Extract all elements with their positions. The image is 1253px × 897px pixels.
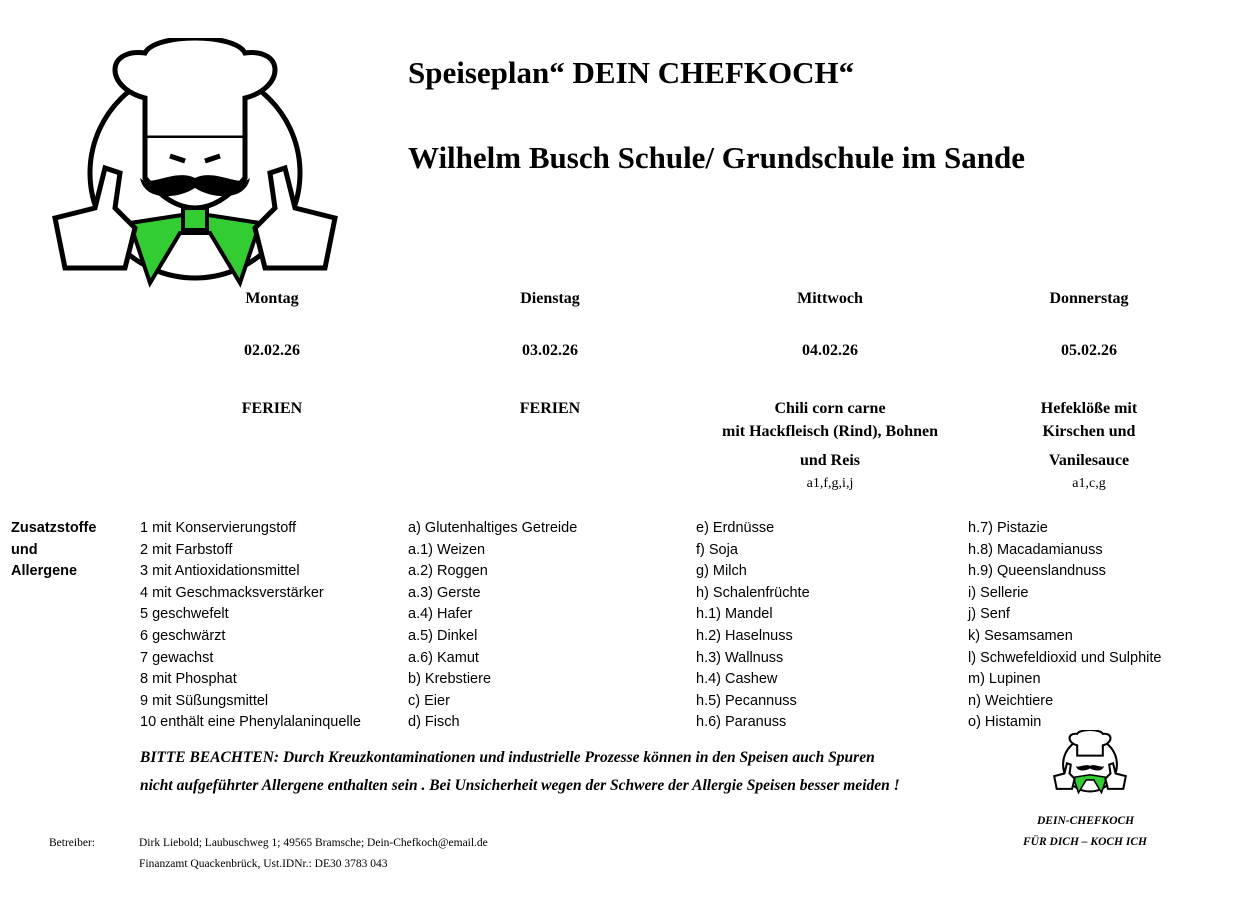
allergen-item: h.1) Mandel bbox=[696, 606, 773, 623]
allergen-item: h.2) Haselnuss bbox=[696, 627, 793, 644]
allergen-item: a) Glutenhaltiges Getreide bbox=[408, 520, 578, 536]
day-date: 02.02.26 bbox=[244, 342, 300, 359]
allergen-item: l) Schwefeldioxid und Sulphite bbox=[968, 649, 1162, 666]
allergen-item: h.6) Paranuss bbox=[696, 714, 787, 731]
allergen-item: h.7) Pistazie bbox=[968, 520, 1048, 536]
day-name: Mittwoch bbox=[797, 290, 863, 307]
allergen-item: h.5) Pecannuss bbox=[696, 692, 797, 709]
day-name: Dienstag bbox=[520, 290, 580, 307]
allergen-codes: a1,c,g bbox=[1072, 476, 1106, 491]
day-meal: Vanilesauce bbox=[1048, 452, 1130, 469]
allergen-item: 1 mit Konservierungstoff bbox=[140, 520, 297, 536]
allergen-item: 3 mit Antioxidationsmittel bbox=[140, 563, 300, 580]
allergen-item: a.2) Roggen bbox=[408, 563, 488, 580]
allergy-notice bbox=[140, 744, 900, 800]
notice-line: nicht aufgeführter Allergene enthalten sein . Bei Unsicherheit wegen der Schwere der Allergie Speisen besser meiden ! bbox=[140, 777, 900, 794]
operator-address: Dirk Liebold; Laubuschweg 1; 49565 Bramsche; Dein-Chefkoch@email.de bbox=[139, 837, 488, 849]
allergen-item: n) Weichtiere bbox=[968, 692, 1054, 709]
day-date: 05.02.26 bbox=[1061, 342, 1117, 359]
allergen-item: 9 mit Süßungsmittel bbox=[140, 692, 269, 709]
allergen-list-3 bbox=[968, 518, 1161, 734]
allergen-item: e) Erdnüsse bbox=[696, 520, 775, 536]
allergen-item: k) Sesamsamen bbox=[968, 627, 1073, 644]
brand-slogan: FÜR DICH – KOCH ICH bbox=[1023, 836, 1147, 848]
day-meal: Hefeklöße mit bbox=[1040, 400, 1138, 417]
day-meal: mit Hackfleisch (Rind), Bohnen bbox=[721, 423, 938, 440]
notice-line: BITTE BEACHTEN: Durch Kreuzkontaminationen und industrielle Prozesse können in den Speisen auch Spuren bbox=[140, 749, 875, 766]
day-meal: Chili corn carne bbox=[774, 400, 886, 417]
allergen-item: a.4) Hafer bbox=[408, 606, 473, 623]
allergen-item: 4 mit Geschmacksverstärker bbox=[140, 584, 324, 601]
day-meal: und Reis bbox=[799, 452, 861, 469]
allergen-item: d) Fisch bbox=[408, 714, 460, 731]
allergen-item: 2 mit Farbstoff bbox=[140, 541, 233, 558]
chef-logo-icon bbox=[45, 38, 345, 288]
day-name: Donnerstag bbox=[1049, 290, 1129, 307]
allergen-codes: a1,f,g,i,j bbox=[806, 476, 854, 491]
allergen-item: 7 gewachst bbox=[140, 649, 214, 666]
day-meal: FERIEN bbox=[519, 400, 581, 417]
heading-line: Zusatzstoffe bbox=[11, 520, 97, 536]
allergen-item: h.9) Queenslandnuss bbox=[968, 563, 1106, 580]
heading-line: und bbox=[11, 541, 38, 558]
menu-title: Speiseplan“ DEIN CHEFKOCH“ bbox=[408, 55, 855, 90]
allergen-item: i) Sellerie bbox=[968, 584, 1029, 601]
allergen-list-2 bbox=[696, 518, 810, 734]
brand-name: DEIN-CHEFKOCH bbox=[1037, 815, 1135, 827]
additives-list bbox=[140, 518, 361, 734]
allergen-item: a.1) Weizen bbox=[408, 541, 486, 558]
school-name: Wilhelm Busch Schule/ Grundschule im Sande bbox=[408, 140, 1025, 175]
allergen-list-1 bbox=[408, 518, 577, 734]
allergen-item: j) Senf bbox=[968, 606, 1010, 623]
allergen-item: h) Schalenfrüchte bbox=[696, 584, 810, 601]
operator-label: Betreiber: bbox=[49, 837, 95, 849]
allergen-item: 8 mit Phosphat bbox=[140, 671, 237, 688]
heading-line: Allergene bbox=[11, 563, 78, 580]
allergen-item: m) Lupinen bbox=[968, 671, 1041, 688]
allergen-item: h.3) Wallnuss bbox=[696, 649, 784, 666]
allergen-item: a.3) Gerste bbox=[408, 584, 481, 601]
day-meal: Kirschen und bbox=[1042, 423, 1136, 440]
allergen-item: a.6) Kamut bbox=[408, 649, 479, 666]
chef-small-logo-icon bbox=[1048, 730, 1132, 794]
allergen-item: a.5) Dinkel bbox=[408, 627, 478, 644]
allergen-item: b) Krebstiere bbox=[408, 671, 492, 688]
allergen-item: h.8) Macadamianuss bbox=[968, 541, 1103, 558]
day-meal: FERIEN bbox=[241, 400, 303, 417]
allergen-item: g) Milch bbox=[696, 563, 747, 580]
allergen-item: c) Eier bbox=[408, 692, 450, 709]
day-name: Montag bbox=[245, 290, 299, 307]
allergen-item: f) Soja bbox=[696, 541, 738, 558]
allergen-item: 5 geschwefelt bbox=[140, 606, 229, 623]
allergen-item: o) Histamin bbox=[968, 714, 1042, 731]
allergen-heading bbox=[11, 518, 96, 583]
allergen-item: 6 geschwärzt bbox=[140, 627, 226, 644]
day-date: 04.02.26 bbox=[802, 342, 858, 359]
tax-info: Finanzamt Quackenbrück, Ust.IDNr.: DE30 3783 043 bbox=[139, 858, 388, 870]
allergen-item: h.4) Cashew bbox=[696, 671, 778, 688]
day-date: 03.02.26 bbox=[522, 342, 578, 359]
allergen-item: 10 enthält eine Phenylalaninquelle bbox=[140, 714, 361, 731]
